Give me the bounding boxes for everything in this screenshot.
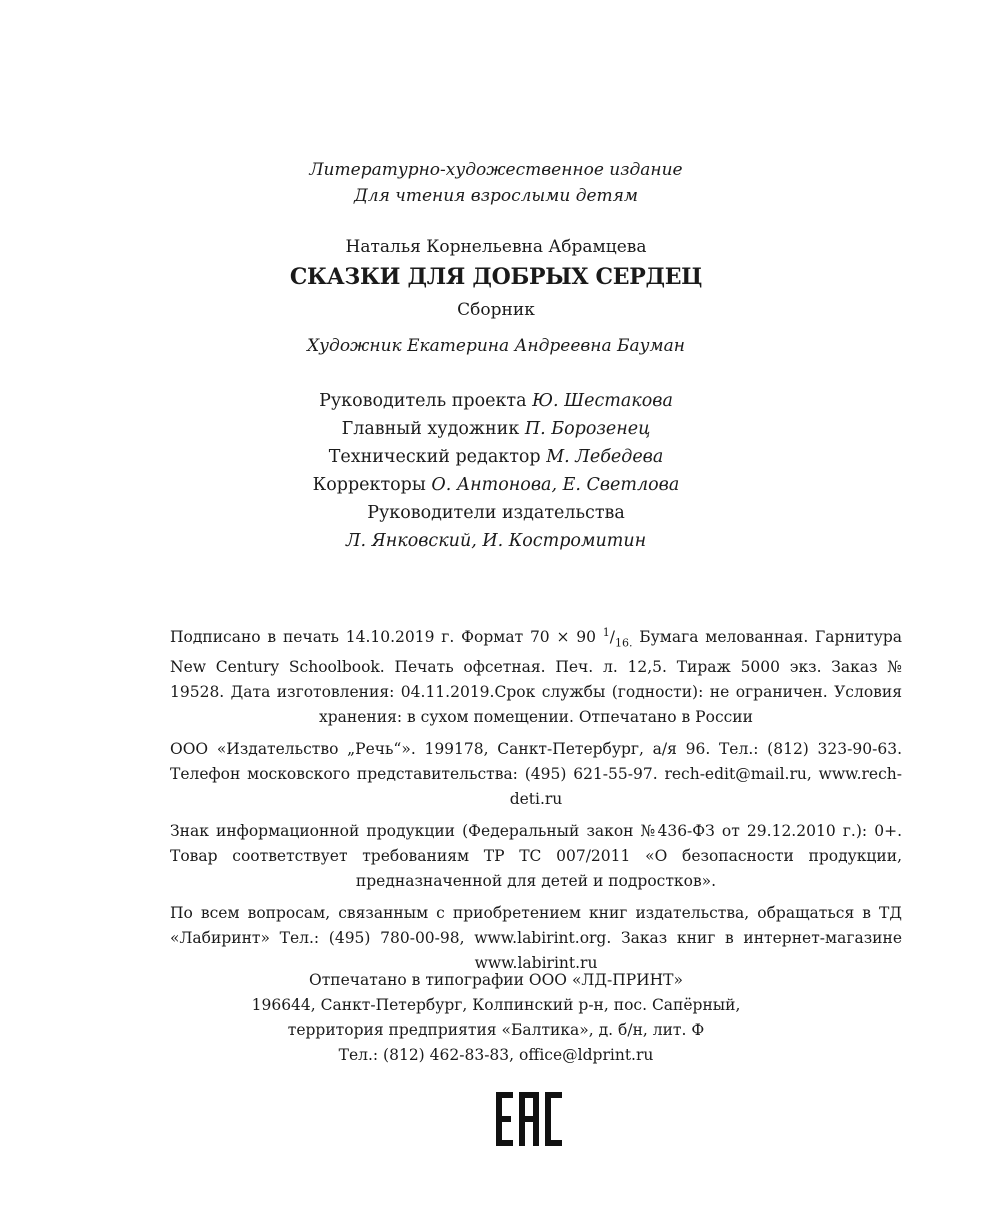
edition-type bbox=[0, 157, 992, 209]
credit-line bbox=[0, 415, 992, 443]
credit-name: Ю. Шестакова bbox=[532, 391, 673, 411]
credit-name: П. Борозенец bbox=[524, 419, 651, 439]
print-specs-text-2: Бумага мелованная. Гарнитура New Century Schoolbook. Печать офсетная. Печ. л. 12,5. Тираж 5000 экз. Заказ № 19528. Дата изготовления: 04.11.2019.Срок службы (годности): не ограничен. Условия хранения: в сухом помещении. Отпечатано в России bbox=[170, 628, 902, 727]
publisher-info: ООО «Издательство „Речь“». 199178, Санкт-Петербург, а/я 96. Тел.: (812) 323-90-63. Телефон московского представительства: (495) 621-55-97. rech-edit@mail.ru, www.rech-deti.ru bbox=[170, 740, 902, 809]
credit-role: Технический редактор bbox=[328, 447, 541, 467]
illustrator: Художник Екатерина Андреевна Бауман bbox=[307, 336, 685, 356]
credit-role: Корректоры bbox=[312, 475, 426, 495]
credit-line bbox=[0, 387, 992, 415]
edition-line-2: Для чтения взрослыми детям bbox=[353, 186, 639, 206]
book-subtitle: Сборник bbox=[457, 300, 535, 320]
credits-list bbox=[0, 387, 992, 555]
printer-info bbox=[0, 968, 992, 1068]
eac-logo bbox=[496, 1092, 566, 1146]
format-denominator: 16. bbox=[615, 636, 633, 650]
imprint-details bbox=[170, 620, 902, 983]
credit-role: Руководитель проекта bbox=[319, 391, 527, 411]
credit-role: Руководители издательства bbox=[367, 503, 625, 523]
credit-line bbox=[0, 443, 992, 471]
book-title: СКАЗКИ ДЛЯ ДОБРЫХ СЕРДЕЦ bbox=[289, 264, 703, 290]
print-specs: Подписано в печать 14.10.2019 г. Формат 70 × 90 $^1/_{16.}$ Бумага мелованная. Гарнитура New Century Schoolbook. Печать офсетная. Печ. л. 12,5. Тираж 5000 экз. Заказ № 19528. Дата изготовления: 04.11.2019.Срок службы (годности): не ограничен. Условия хранения: в сухом помещении. Отпечатано в России bbox=[170, 626, 902, 727]
author-name: Наталья Корнельевна Абрамцева bbox=[345, 237, 647, 257]
info-product-sign: Знак информационной продукции (Федеральный закон №436-ФЗ от 29.12.2010 г.): 0+. Товар соответствует требованиям ТР ТС 007/2011 «О безопасности продукции, предназначенной для детей и подростков». bbox=[170, 822, 902, 891]
printer-line-3: территория предприятия «Балтика», д. б/н, лит. Ф bbox=[287, 1021, 705, 1039]
edition-line-1: Литературно-художественное издание bbox=[309, 160, 683, 180]
credit-line bbox=[0, 527, 992, 555]
credit-name: М. Лебедева bbox=[546, 447, 664, 467]
sales-contacts: По всем вопросам, связанным с приобретением книг издательства, обращаться в ТД «Лабиринт» Тел.: (495) 780-00-98, www.labirint.org. Заказ книг в интернет-магазине www.labirint.ru bbox=[170, 904, 902, 973]
credit-name: Л. Янковский, И. Костромитин bbox=[345, 531, 647, 551]
credit-name: О. Антонова, Е. Светлова bbox=[431, 475, 680, 495]
credit-role: Главный художник bbox=[341, 419, 520, 439]
credit-line bbox=[0, 471, 992, 499]
printer-line-1: Отпечатано в типографии ООО «ЛД-ПРИНТ» bbox=[308, 971, 683, 989]
eac-mark-icon bbox=[496, 1092, 566, 1150]
printer-line-2: 196644, Санкт-Петербург, Колпинский р-н, пос. Сапёрный, bbox=[251, 996, 741, 1014]
print-specs-text: Подписано в печать 14.10.2019 г. Формат 70 × 90 bbox=[170, 628, 603, 647]
printer-line-4: Тел.: (812) 462-83-83, office@ldprint.ru bbox=[338, 1046, 654, 1064]
credit-line bbox=[0, 499, 992, 527]
format-numerator: 1 bbox=[602, 626, 610, 639]
